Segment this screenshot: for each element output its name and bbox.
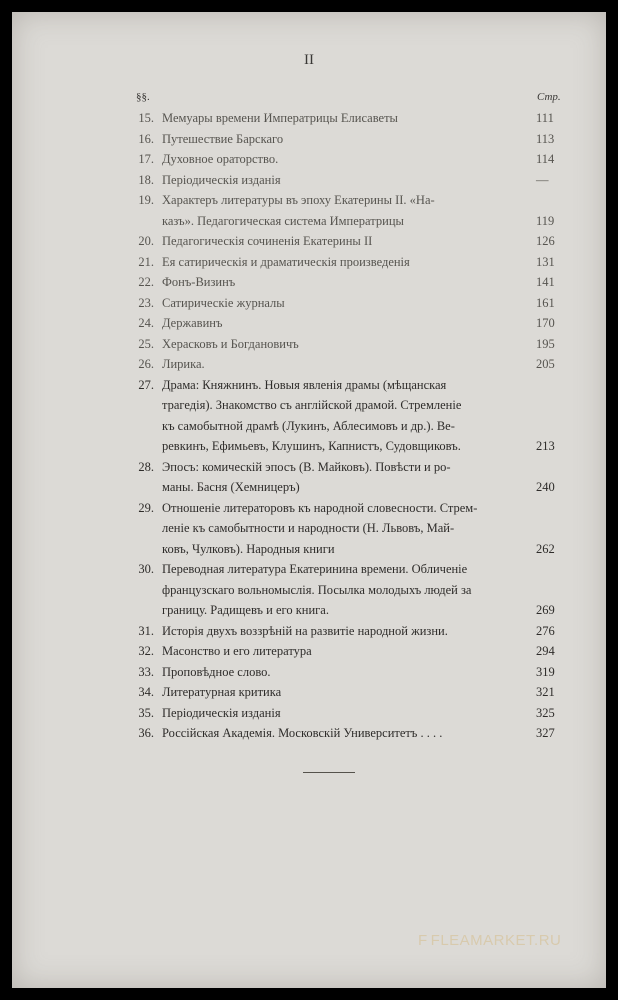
section-number: 23. xyxy=(138,295,154,310)
toc-entry-line xyxy=(0,375,618,396)
toc-entry-line xyxy=(0,477,618,498)
section-number: 25. xyxy=(138,336,154,351)
section-number: 26. xyxy=(138,357,154,371)
page-ref: 319 xyxy=(536,664,555,679)
section-number: 29. xyxy=(138,500,154,515)
toc-entry xyxy=(0,621,618,642)
toc-entry xyxy=(0,313,618,334)
table-of-contents xyxy=(0,108,618,744)
section-title: Проповѣдное слово. xyxy=(162,664,271,679)
page-ref: 294 xyxy=(536,644,555,658)
toc-entry xyxy=(0,170,618,191)
toc-entry-line xyxy=(0,498,618,519)
section-number: 33. xyxy=(138,664,154,679)
page-ref: 113 xyxy=(536,131,555,146)
end-rule xyxy=(303,772,355,773)
toc-entry xyxy=(0,129,618,150)
toc-entry xyxy=(0,375,618,457)
section-number: 19. xyxy=(138,193,154,207)
section-number: 18. xyxy=(138,172,154,187)
section-title: Педагогическія сочиненія Екатерины II xyxy=(162,234,373,248)
section-number: 34. xyxy=(138,685,154,699)
toc-entry-line xyxy=(0,457,618,478)
section-title: леніе къ самобытности и народности (Н. Львовъ, Май- xyxy=(162,521,455,535)
toc-entry-line xyxy=(0,559,618,580)
section-number: 20. xyxy=(138,234,154,248)
page-ref: 119 xyxy=(536,213,555,228)
page-ref: 131 xyxy=(536,254,555,269)
page-number: II xyxy=(304,52,314,68)
toc-entry-line xyxy=(0,682,618,703)
page-ref: 213 xyxy=(536,439,555,453)
toc-entry-line xyxy=(0,211,618,232)
section-title: Путешествие Барскаго xyxy=(162,131,284,146)
section-number: 27. xyxy=(138,377,154,392)
toc-entry xyxy=(0,108,618,129)
section-number: 35. xyxy=(138,705,154,720)
page-ref: 170 xyxy=(536,316,555,330)
section-title: Сатирическіе журналы xyxy=(162,295,285,310)
toc-entry xyxy=(0,354,618,375)
toc-entry-line xyxy=(0,395,618,416)
toc-entry xyxy=(0,231,618,252)
page-ref: 325 xyxy=(536,705,555,720)
section-number: 22. xyxy=(138,275,154,289)
page-ref: — xyxy=(536,172,549,187)
toc-entry-line xyxy=(0,621,618,642)
toc-entry-line xyxy=(0,416,618,437)
page-ref: 126 xyxy=(536,234,555,248)
toc-entry-line xyxy=(0,600,618,621)
toc-entry-line xyxy=(0,108,618,129)
section-title: Россійская Академія. Московскій Университетъ . . . . xyxy=(162,726,443,740)
section-title: Духовное ораторство. xyxy=(162,152,279,166)
toc-entry xyxy=(0,703,618,724)
toc-entry xyxy=(0,457,618,498)
section-title: къ самобытной драмѣ (Лукинъ, Аблесимовъ и др.). Ве- xyxy=(162,418,455,433)
section-title: Державинъ xyxy=(162,316,223,330)
section-title: казъ». Педагогическая система Императрицы xyxy=(162,213,404,228)
section-title: Періодическія изданія xyxy=(162,172,281,187)
toc-entry xyxy=(0,662,618,683)
section-title: Эпосъ: комическій эпосъ (В. Майковъ). Повѣсти и ро- xyxy=(162,459,451,474)
toc-entry-line xyxy=(0,170,618,191)
page-ref: 262 xyxy=(536,541,555,556)
toc-entry-line xyxy=(0,149,618,170)
toc-entry xyxy=(0,334,618,355)
section-title: Отношеніе литераторовъ къ народной словесности. Стрем- xyxy=(162,500,478,515)
toc-entry xyxy=(0,682,618,703)
watermark xyxy=(418,932,561,949)
section-number: 30. xyxy=(138,562,154,576)
toc-entry-line xyxy=(0,436,618,457)
section-title: границу. Радищевъ и его книга. xyxy=(162,603,329,617)
page-ref: 205 xyxy=(536,357,555,371)
section-title: Масонство и его литература xyxy=(162,644,312,658)
section-title: Характеръ литературы въ эпоху Екатерины II. «На- xyxy=(162,193,435,207)
toc-entry xyxy=(0,641,618,662)
toc-entry xyxy=(0,149,618,170)
section-number: 32. xyxy=(138,644,154,658)
page-ref: 111 xyxy=(536,111,554,125)
watermark-text: FLEAMARKET.RU xyxy=(430,932,562,949)
toc-entry-line xyxy=(0,190,618,211)
page-ref: 240 xyxy=(536,480,555,494)
section-title: Мемуары времени Императрицы Елисаветы xyxy=(162,111,398,125)
page-ref: 269 xyxy=(536,603,555,617)
section-number: 28. xyxy=(138,459,154,474)
toc-entry-line xyxy=(0,641,618,662)
page-ref: 321 xyxy=(536,685,555,699)
toc-entry-line xyxy=(0,539,618,560)
page-ref: 114 xyxy=(536,152,555,166)
toc-entry xyxy=(0,252,618,273)
toc-entry-line xyxy=(0,293,618,314)
toc-entry-line xyxy=(0,580,618,601)
section-title: Фонъ-Визинъ xyxy=(162,275,236,289)
toc-entry xyxy=(0,498,618,560)
section-number: 21. xyxy=(138,254,154,269)
section-number: 16. xyxy=(138,131,154,146)
toc-entry-line xyxy=(0,252,618,273)
page-ref: 141 xyxy=(536,275,555,289)
toc-entry xyxy=(0,293,618,314)
section-number: 31. xyxy=(138,623,154,638)
toc-entry-line xyxy=(0,703,618,724)
section-title: трагедія). Знакомство съ англійской драмой. Стремленіе xyxy=(162,398,462,412)
page-ref: 327 xyxy=(536,726,555,740)
section-title: Исторія двухъ воззрѣній на развитіе народной жизни. xyxy=(162,623,448,638)
section-title: ревкинъ, Ефимьевъ, Клушинъ, Капнистъ, Судовщиковъ. xyxy=(162,439,461,453)
section-column-header: §§. xyxy=(136,91,150,103)
page-ref: 161 xyxy=(536,295,555,310)
section-title: Литературная критика xyxy=(162,685,282,699)
section-title: французскаго вольномыслія. Посылка молодыхъ людей за xyxy=(162,582,472,597)
toc-entry-line xyxy=(0,723,618,744)
section-title: маны. Басня (Хемницеръ) xyxy=(162,480,300,494)
section-number: 17. xyxy=(138,152,154,166)
toc-entry-line xyxy=(0,272,618,293)
toc-entry-line xyxy=(0,334,618,355)
section-number: 36. xyxy=(138,726,154,740)
section-title: ковъ, Чулковъ). Народныя книги xyxy=(162,541,335,556)
toc-entry xyxy=(0,272,618,293)
section-title: Періодическія изданія xyxy=(162,705,281,720)
toc-entry-line xyxy=(0,662,618,683)
page-ref: 195 xyxy=(536,336,555,351)
toc-entry xyxy=(0,190,618,231)
page-column-header: Стр. xyxy=(537,91,561,103)
section-title: Херасковъ и Богдановичъ xyxy=(162,336,299,351)
section-title: Ея сатирическія и драматическія произведенія xyxy=(162,254,410,269)
toc-entry-line xyxy=(0,313,618,334)
section-title: Драма: Княжнинъ. Новыя явленія драмы (мѣщанская xyxy=(162,377,447,392)
section-title: Переводная литература Екатеринина времени. Обличеніе xyxy=(162,562,468,576)
section-number: 15. xyxy=(138,111,154,125)
toc-entry-line xyxy=(0,129,618,150)
toc-entry-line xyxy=(0,354,618,375)
page-ref: 276 xyxy=(536,623,555,638)
toc-entry-line xyxy=(0,231,618,252)
toc-entry xyxy=(0,559,618,621)
toc-entry xyxy=(0,723,618,744)
toc-entry-line xyxy=(0,518,618,539)
watermark-mark: F xyxy=(418,932,428,949)
section-number: 24. xyxy=(138,316,154,330)
section-title: Лирика. xyxy=(162,357,205,371)
